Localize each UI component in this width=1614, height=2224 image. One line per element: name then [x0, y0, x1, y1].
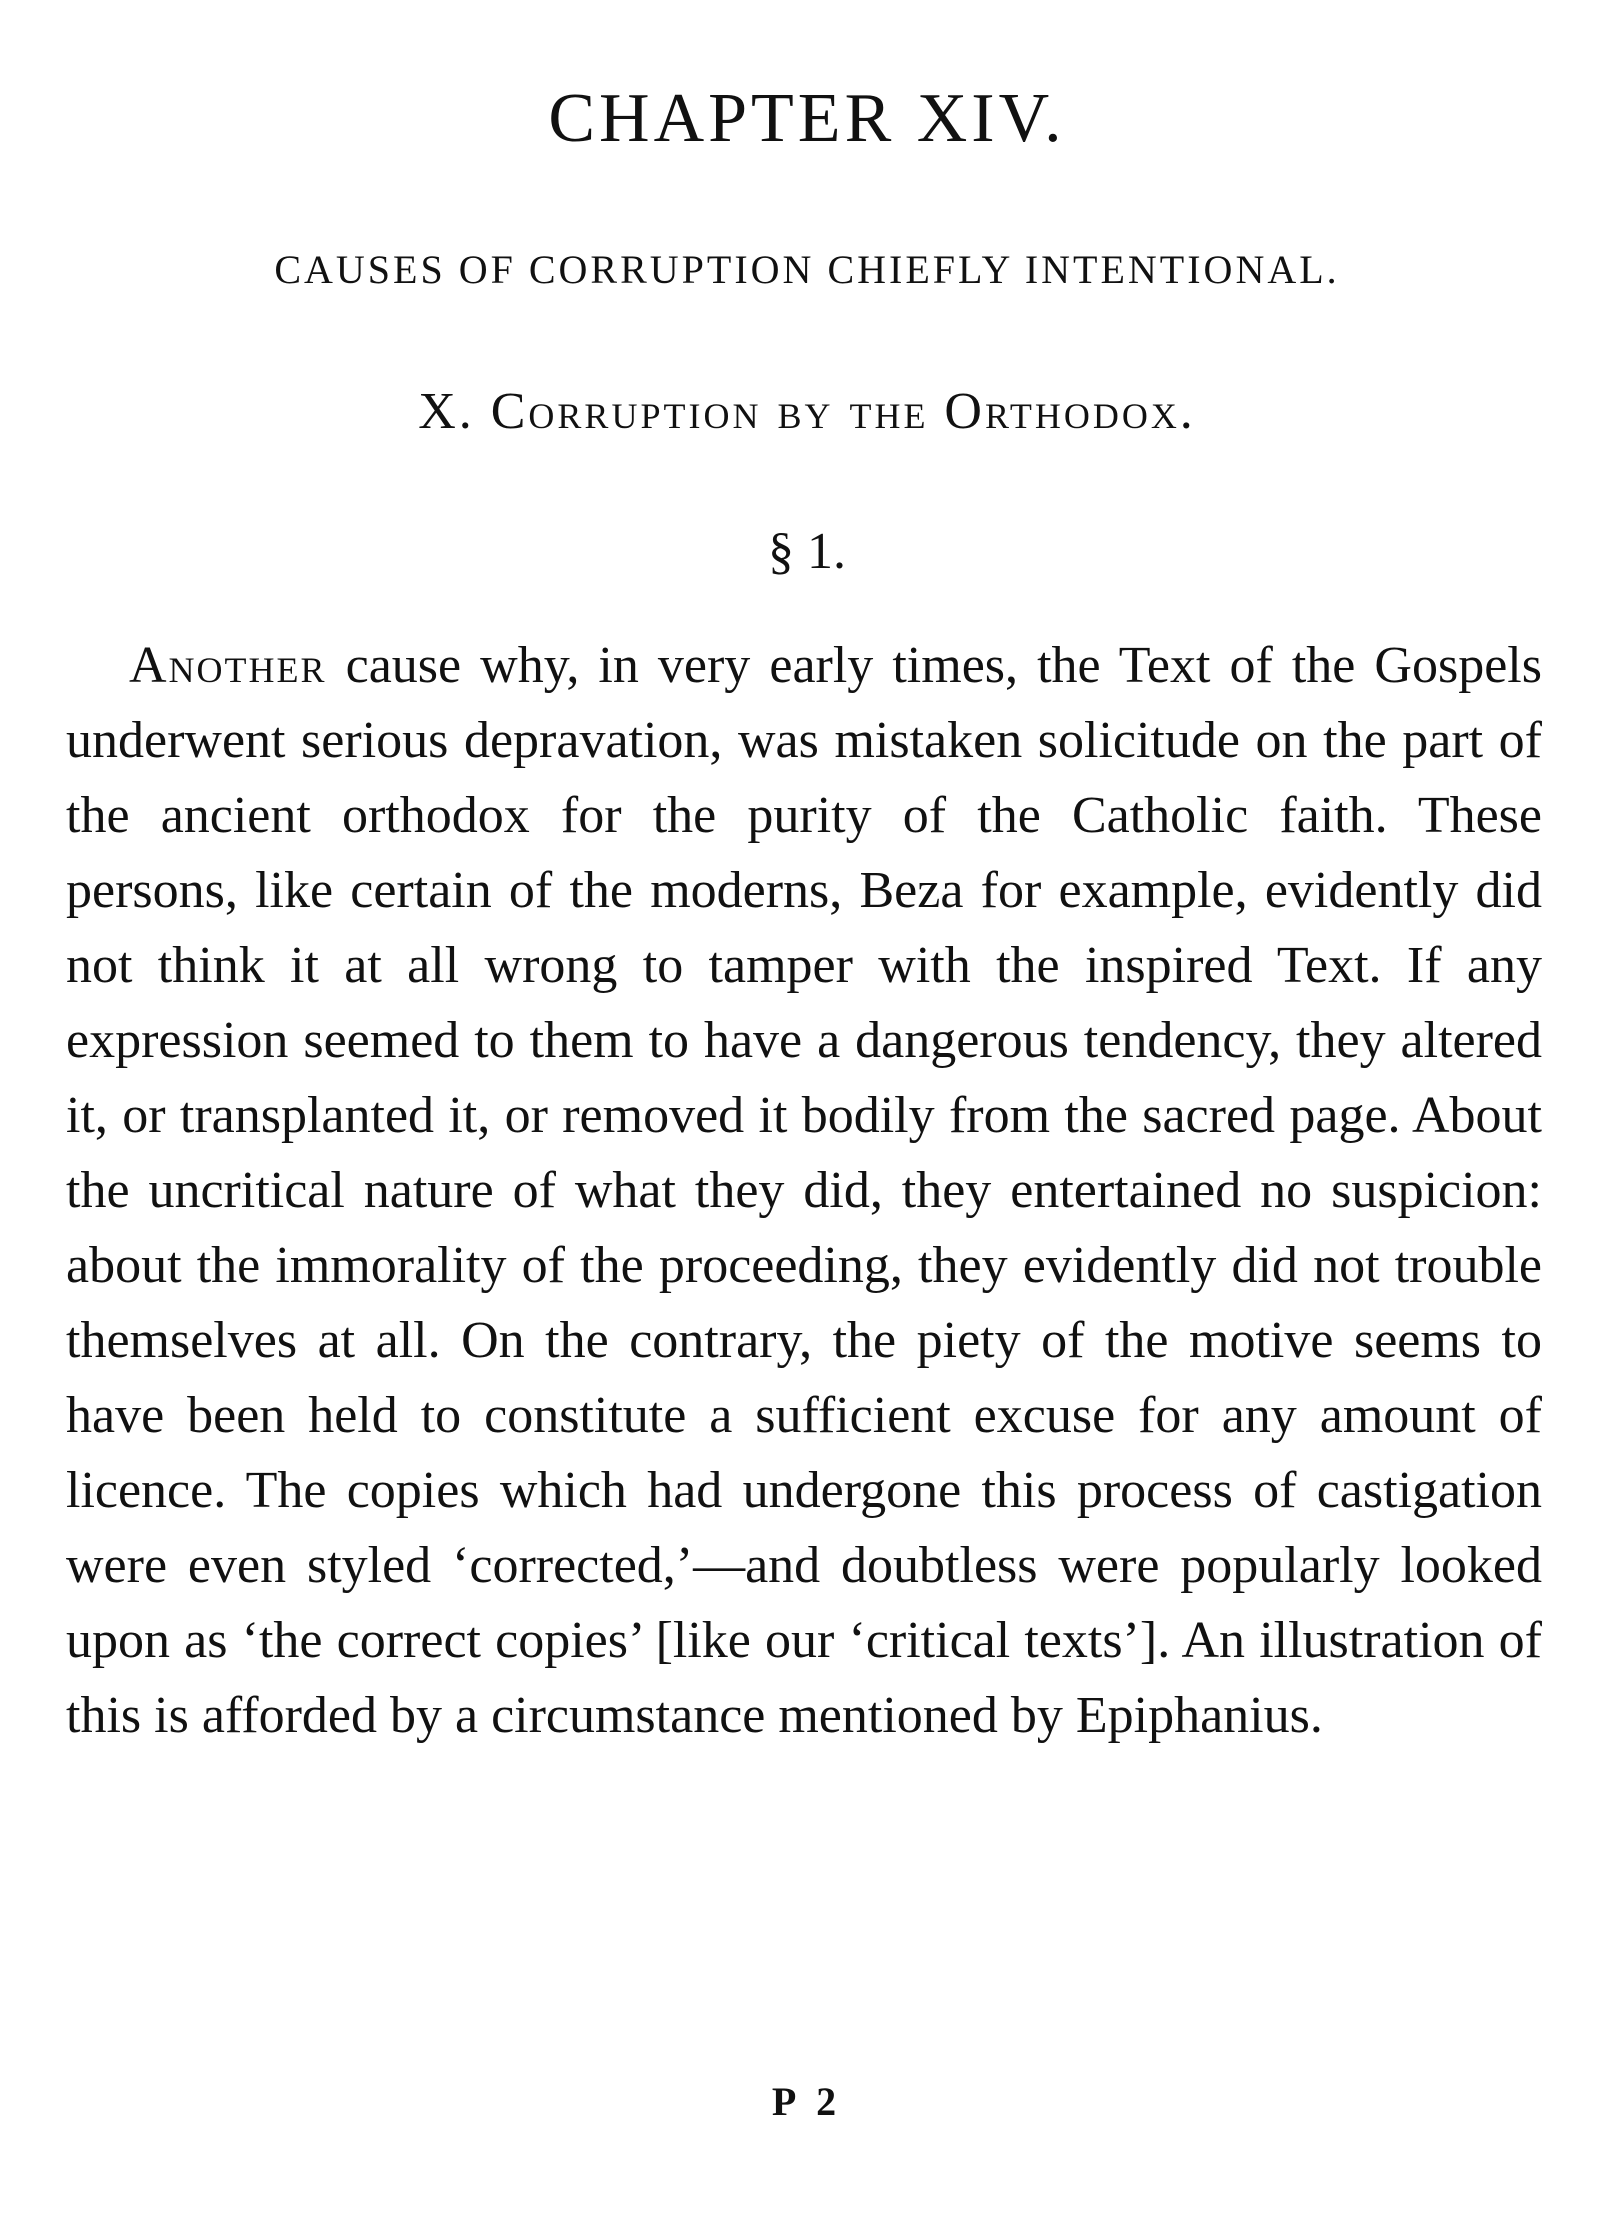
section-heading: X. Corruption by the Orthodox. — [418, 383, 1196, 440]
section-mark: § 1. — [768, 523, 846, 580]
lead-word: Another — [129, 637, 327, 694]
paragraph-text: cause why, in very early times, the Text of the Gospels underwent serious depravation, was mistaken solicitude on the part of the ancient orthodox for the purity of the Catholic faith. These persons, like certain of the moderns, Beza for example, evidently did not think it at all wrong to tamper with the inspired Text. If any expression seemed to them to have a dangerous tendency, they altered it, or transplanted it, or removed it bodily from the sacred page. About the uncritical nature of what they did, they entertained no suspicion: about the immorality of the proceeding, they evidently did not trouble themselves at all. On the contrary, the piety of the motive seems to have been held to constitute a sufficient excuse for any amount of licence. The copies which had undergone this process of castigation were even styled ‘corrected,’—and doubtless were popularly looked upon as ‘the correct copies’ [like our ‘critical texts’]. An illustration of this is afforded by a circumstance mentioned by Epiphanius. — [66, 637, 1542, 1744]
signature-mark: P 2 — [771, 2079, 843, 2124]
body-paragraph — [66, 628, 1542, 1753]
chapter-title: CHAPTER XIV. — [548, 80, 1066, 157]
chapter-subtitle: CAUSES OF CORRUPTION CHIEFLY INTENTIONAL. — [274, 247, 1340, 292]
